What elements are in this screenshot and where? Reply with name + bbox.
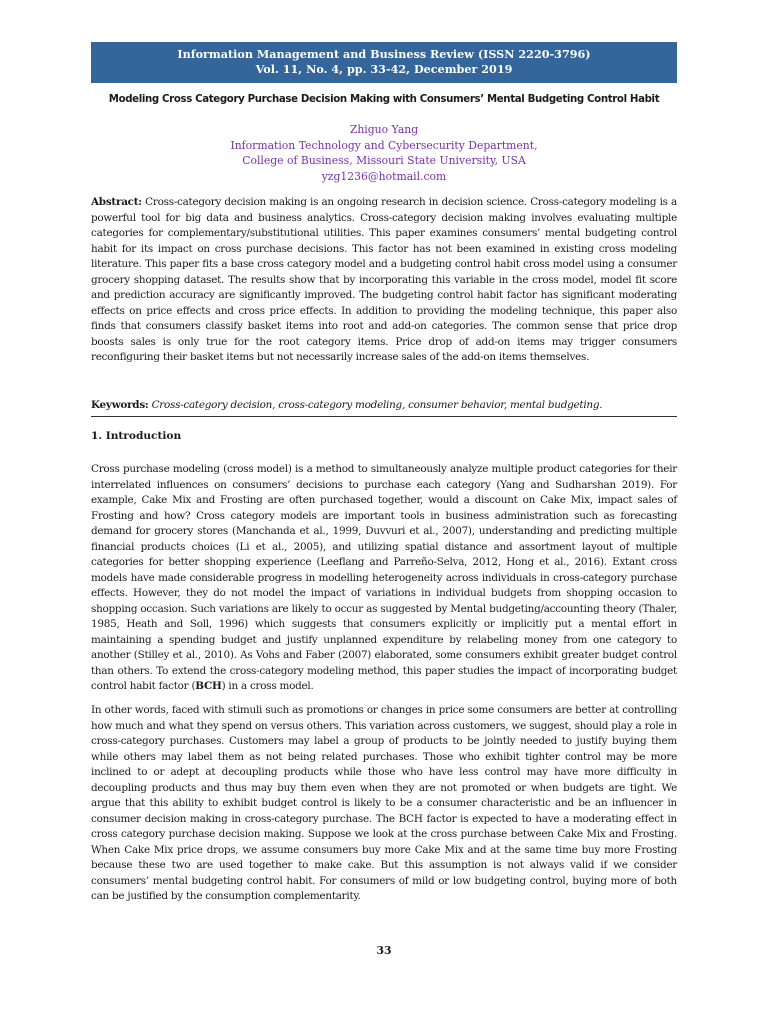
abstract-paragraph	[91, 195, 677, 366]
intro-paragraph-1-end: ) in a cross model.	[221, 680, 314, 692]
intro-paragraph-1	[91, 462, 677, 695]
bch-term: BCH	[195, 680, 222, 692]
section-divider	[91, 416, 677, 417]
intro-paragraph-2: In other words, faced with stimuli such as promotions or changes in price some consumers are better at controlling how much and what they spend on versus others. This variation across customers, we suggest, should play a role in cross-category purchases. Customers may label a group of products to be jointly needed to justify buying them while others may label them as not being related purchases. Those who exhibit tighter control may be more inclined to or adept at decoupling products while those who have less control may have more difficulty in decoupling products and thus may buy them even when they are not promoted or when budgets are tight. We argue that this ability to exhibit budget control is likely to be a consumer characteristic and be an influencer in consumer decision making in cross-category purchase. The BCH factor is expected to have a moderating effect in cross category purchase decision making. Suppose we look at the cross purchase between Cake Mix and Frosting. When Cake Mix price drops, we assume consumers buy more Cake Mix and at the same time buy more Frosting because these two are used together to make cake. But this assumption is not always valid if we consider consumers’ mental budgeting control habit. For consumers of mild or low budgeting control, buying more of both can be justified by the consumption complementarity.	[91, 704, 677, 902]
paper-title: Modeling Cross Category Purchase Decision Making with Consumers’ Mental Budgeting Control Habit	[108, 94, 660, 105]
keywords-label: Keywords:	[91, 399, 149, 411]
intro-paragraph-1-text: Cross purchase modeling (cross model) is a method to simultaneously analyze multiple product categories for their interrelated influences on consumers’ decisions to purchase each category (Yang and Sudharshan 2019). For example, Cake Mix and Frosting are often purchased together, would a discount on Cake Mix, impact sales of Frosting and how? Cross category models are important tools in business administration such as forecasting demand for grocery stores (Manchanda et al., 1999, Duvvuri et al., 2007), understanding and predicting multiple financial products choices (Li et al., 2005), and utilizing spatial distance and assortment layout of multiple categories for better shopping experience (Leeflang and Parreño-Selva, 2012, Hong et al., 2016). Extant cross models have made considerable progress in modelling heterogeneity across individuals in cross-category purchase effects. However, they do not model the impact of variations in individual budgets from shopping occasion to shopping occasion. Such variations are likely to occur as suggested by Mental budgeting/accounting theory (Thaler, 1985, Heath and Soll, 1996) which suggests that consumers explicitly or implicitly put a mental effort in maintaining a spending budget and justify unplanned expenditure by relabeling money from one category to another (Stilley et al., 2010). As Vohs and Faber (2007) elaborated, some consumers exhibit greater budget control than others. To extend the cross-category modeling method, this paper studies the impact of incorporating budget control habit factor (	[91, 463, 677, 692]
keywords-text: Cross-category decision, cross-category modeling, consumer behavior, mental budgeting.	[148, 399, 603, 411]
abstract-text: Cross-category decision making is an ongoing research in decision science. Cross-category modeling is a powerful tool for big data and business analytics. Cross-category decision making involves evaluating multiple categories for complementary/substitutional utilities. This paper examines consumers’ mental budgeting control habit for its impact on cross purchase decisions. This factor has not been examined in existing cross modeling literature. This paper fits a base cross category model and a budgeting control habit cross model using a consumer grocery shopping dataset. The results show that by incorporating this variable in the cross model, model fit score and prediction accuracy are significantly improved. The budgeting control habit factor has significant moderating effects on price effects and cross price effects. In addition to providing the modeling technique, this paper also finds that consumers classify basket items into root and add-on categories. The common sense that price drop boosts sales is only true for the root category items. Price drop of add-on items may trigger consumers reconfiguring their basket items but not necessarily increase sales of the add-on items themselves.	[91, 196, 677, 363]
author-block	[91, 122, 677, 184]
author-email: yzg1236@hotmail.com	[321, 169, 447, 183]
abstract-label: Abstract:	[91, 196, 142, 208]
author-name: Zhiguo Yang	[349, 123, 419, 136]
journal-header-band	[91, 42, 677, 83]
section-heading-introduction: 1. Introduction	[91, 430, 182, 442]
page-number: 33	[376, 944, 392, 957]
keywords-line	[91, 398, 677, 414]
journal-name: Information Management and Business Review (ISSN 2220-3796)	[177, 47, 591, 61]
author-affiliation: College of Business, Missouri State University, USA	[242, 154, 526, 167]
author-department: Information Technology and Cybersecurity Department,	[230, 138, 538, 152]
journal-volume-info: Vol. 11, No. 4, pp. 33-42, December 2019	[255, 62, 513, 76]
